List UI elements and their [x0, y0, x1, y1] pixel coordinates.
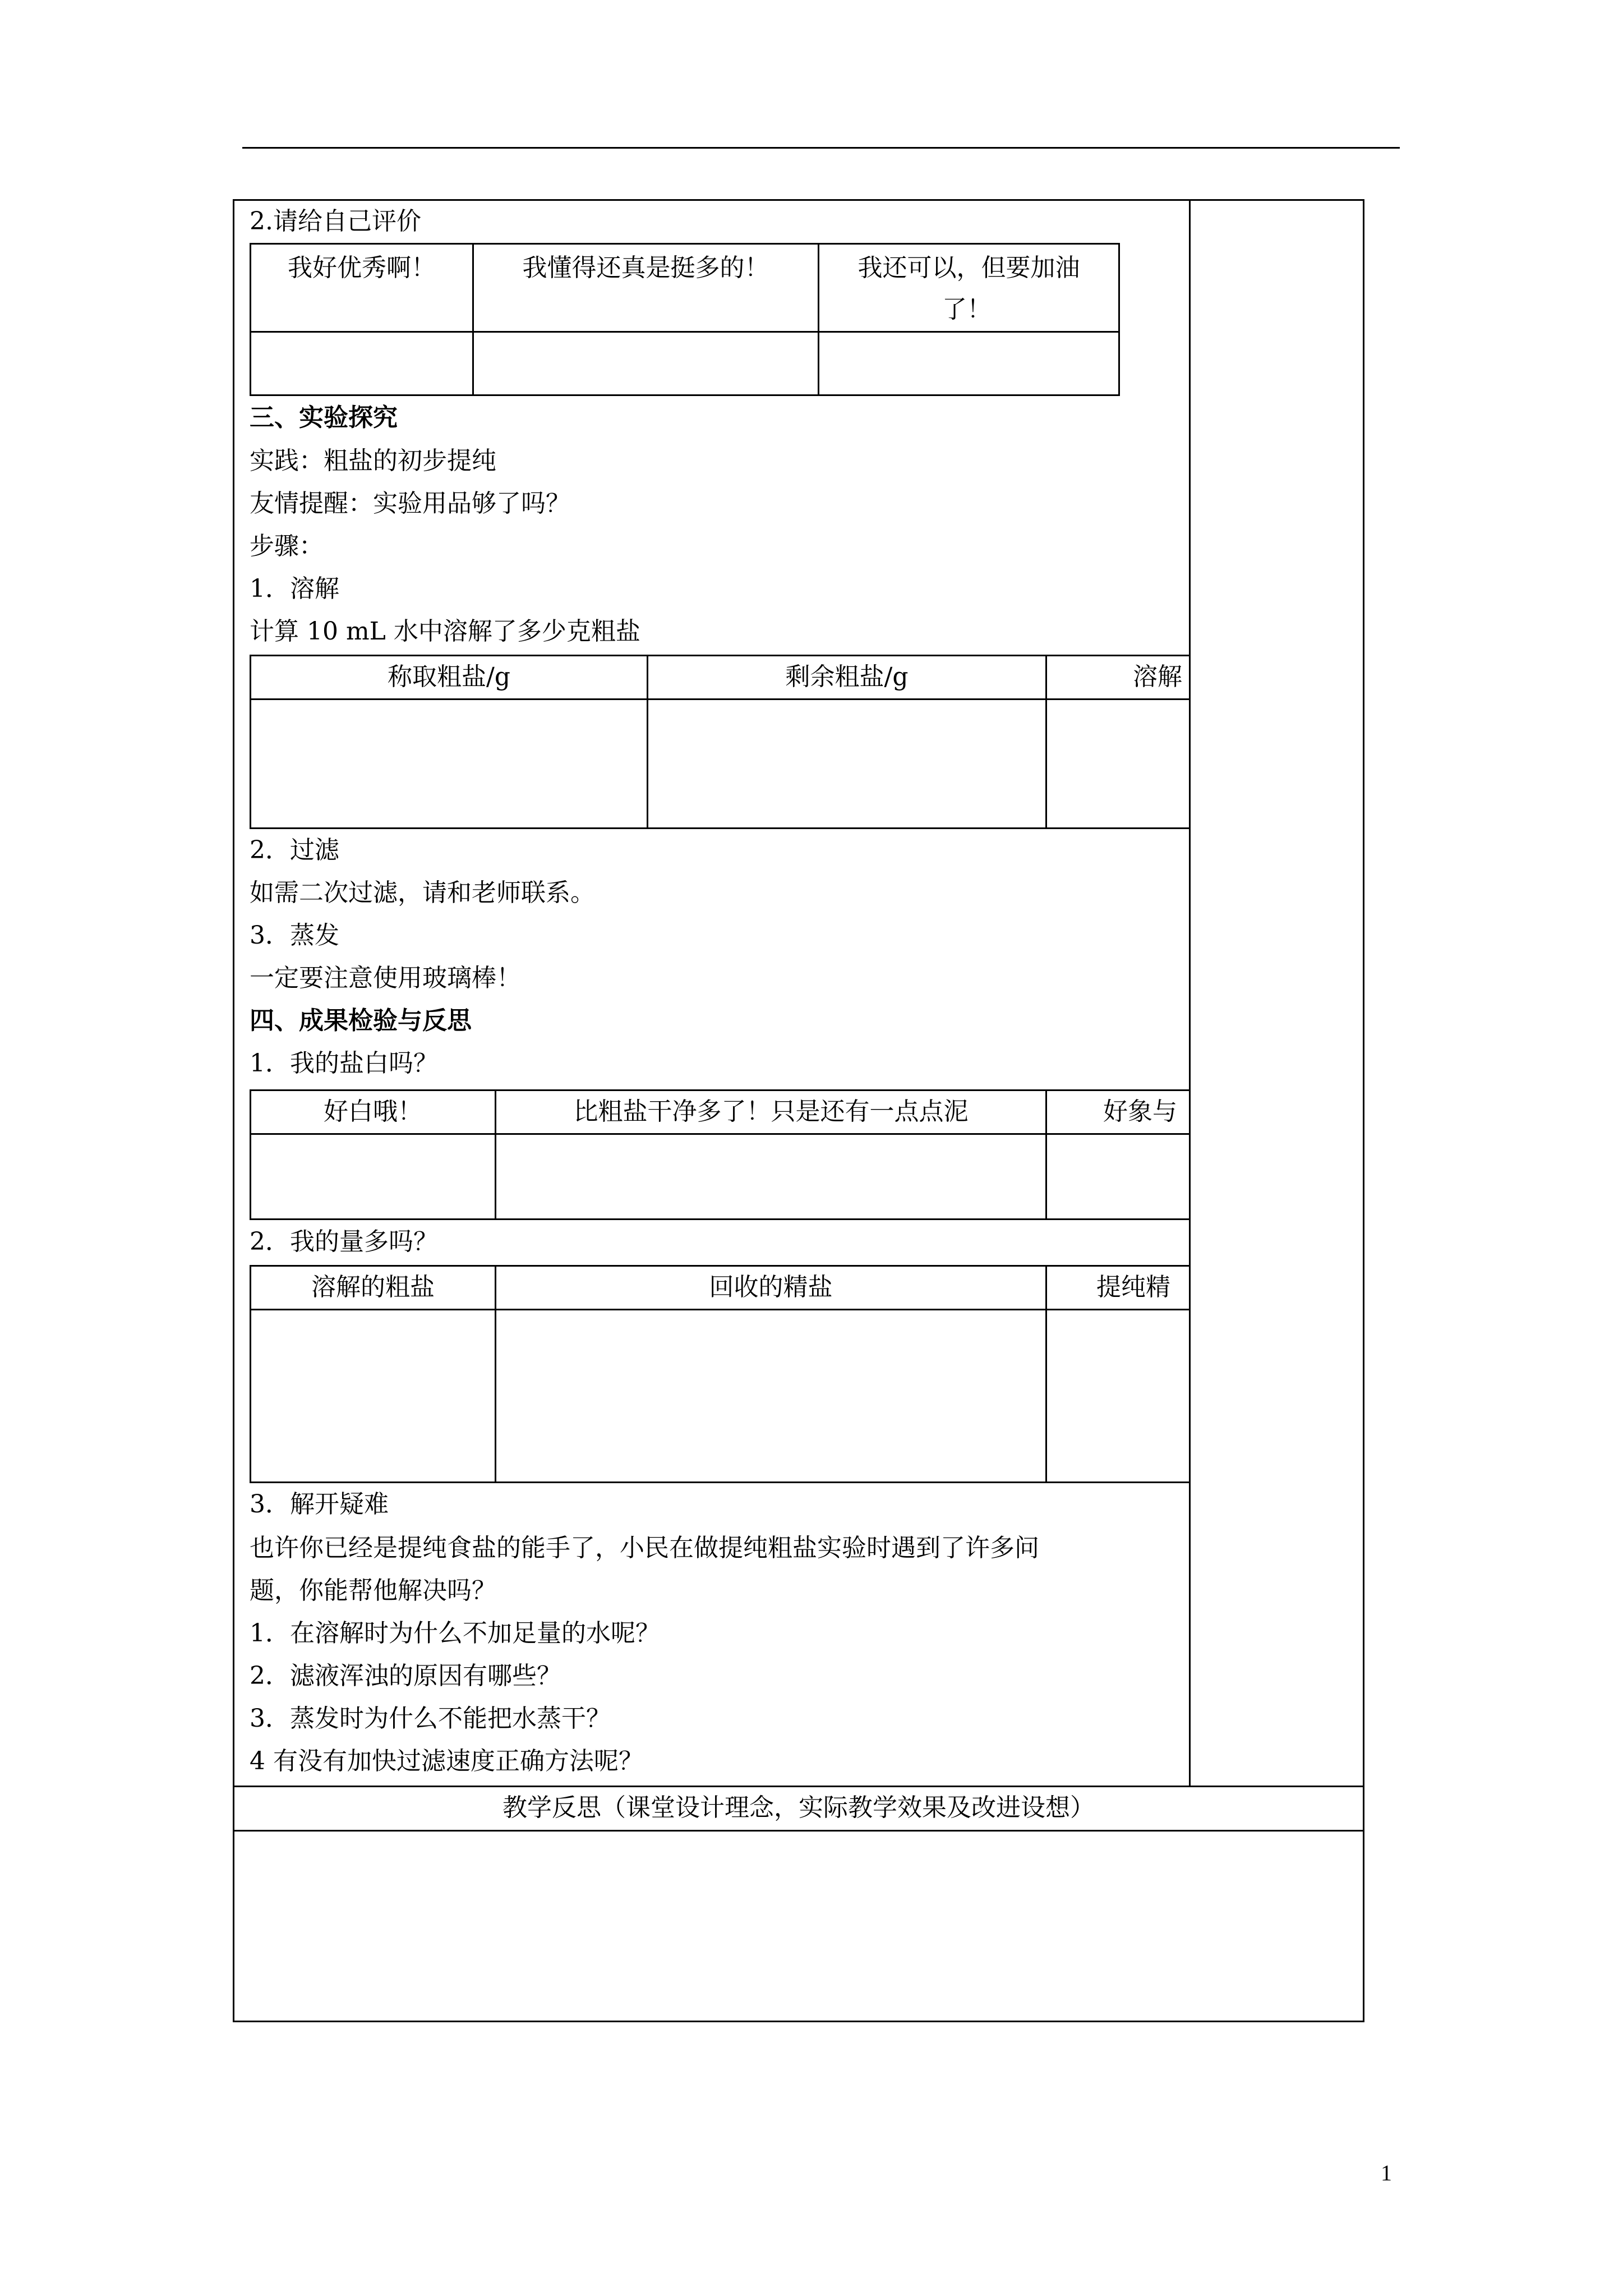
- frame-reflection-top: [233, 1786, 1364, 1787]
- question-whiteness: 1．我的盐白吗？: [250, 1049, 438, 1078]
- section3-steps-label: 步骤：: [250, 532, 324, 560]
- whiteness-col-similar: 好象与: [1103, 1097, 1177, 1126]
- page-number: 1: [1381, 2160, 1392, 2185]
- question-amount: 2．我的量多吗？: [250, 1227, 438, 1256]
- step2-label: 2．过滤: [250, 836, 339, 864]
- dissolve-col-dissolved-clip: [1047, 660, 1189, 694]
- amount-col-purified-clip: [1047, 1271, 1189, 1304]
- dissolve-col-weighed: 称取粗盐/g: [388, 662, 510, 691]
- header-rule: [242, 147, 1400, 149]
- step1-task: 计算 10 mL 水中溶解了多少克粗盐: [250, 617, 640, 646]
- amount-col-dissolved: 溶解的粗盐: [311, 1273, 435, 1301]
- difficulties-intro-line2: 题，你能帮他解决吗？: [250, 1576, 496, 1605]
- frame-bottom: [233, 2021, 1364, 2022]
- self-eval-option-knowledgeable: 我懂得还真是挺多的！: [522, 254, 769, 282]
- frame-inner-divider: [1189, 199, 1191, 1787]
- dissolve-col-dissolved: 溶解: [1133, 662, 1182, 691]
- section3-practice: 实践：粗盐的初步提纯: [250, 447, 496, 475]
- difficulty-question-4: 4 有没有加快过滤速度正确方法呢？: [250, 1747, 643, 1775]
- frame-reflection-mid: [233, 1830, 1364, 1832]
- frame-top: [233, 199, 1364, 201]
- difficulties-intro-line1: 也许你已经是提纯食盐的能手了，小民在做提纯粗盐实验时遇到了许多问: [250, 1534, 1039, 1562]
- step2-note: 如需二次过滤，请和老师联系。: [250, 878, 595, 907]
- reflection-heading: 教学反思（课堂设计理念，实际教学效果及改进设想）: [502, 1793, 1095, 1822]
- frame-right: [1363, 199, 1364, 2022]
- dissolve-col-remaining: 剩余粗盐/g: [785, 662, 909, 691]
- section3-reminder: 友情提醒：实验用品够了吗？: [250, 489, 570, 518]
- difficulty-question-2: 2．滤液浑浊的原因有哪些？: [250, 1662, 561, 1690]
- self-eval-option-excellent: 我好优秀啊！: [288, 254, 436, 282]
- whiteness-col-cleaner: 比粗盐干净多了！只是还有一点点泥: [573, 1097, 969, 1126]
- section4-heading: 四、成果检验与反思: [250, 1006, 472, 1035]
- whiteness-col-very-white: 好白哦！: [324, 1097, 422, 1126]
- self-eval-heading: 2.请给自己评价: [250, 207, 421, 236]
- step3-note: 一定要注意使用玻璃棒！: [250, 964, 521, 992]
- amount-col-recovered: 回收的精盐: [709, 1273, 833, 1301]
- whiteness-col-similar-clip: [1047, 1095, 1189, 1129]
- question-difficulties: 3．解开疑难: [250, 1490, 389, 1519]
- section3-heading: 三、实验探究: [250, 403, 398, 432]
- step1-label: 1．溶解: [250, 574, 339, 603]
- self-eval-option-keep-going-cont: 了！: [942, 295, 992, 324]
- amount-col-purified: 提纯精: [1096, 1273, 1170, 1301]
- self-eval-option-keep-going: 我还可以，但要加油: [857, 254, 1080, 282]
- frame-left: [233, 199, 234, 2022]
- step3-label: 3．蒸发: [250, 921, 339, 950]
- difficulty-question-3: 3．蒸发时为什么不能把水蒸干？: [250, 1704, 611, 1733]
- difficulty-question-1: 1．在溶解时为什么不加足量的水呢？: [250, 1619, 660, 1648]
